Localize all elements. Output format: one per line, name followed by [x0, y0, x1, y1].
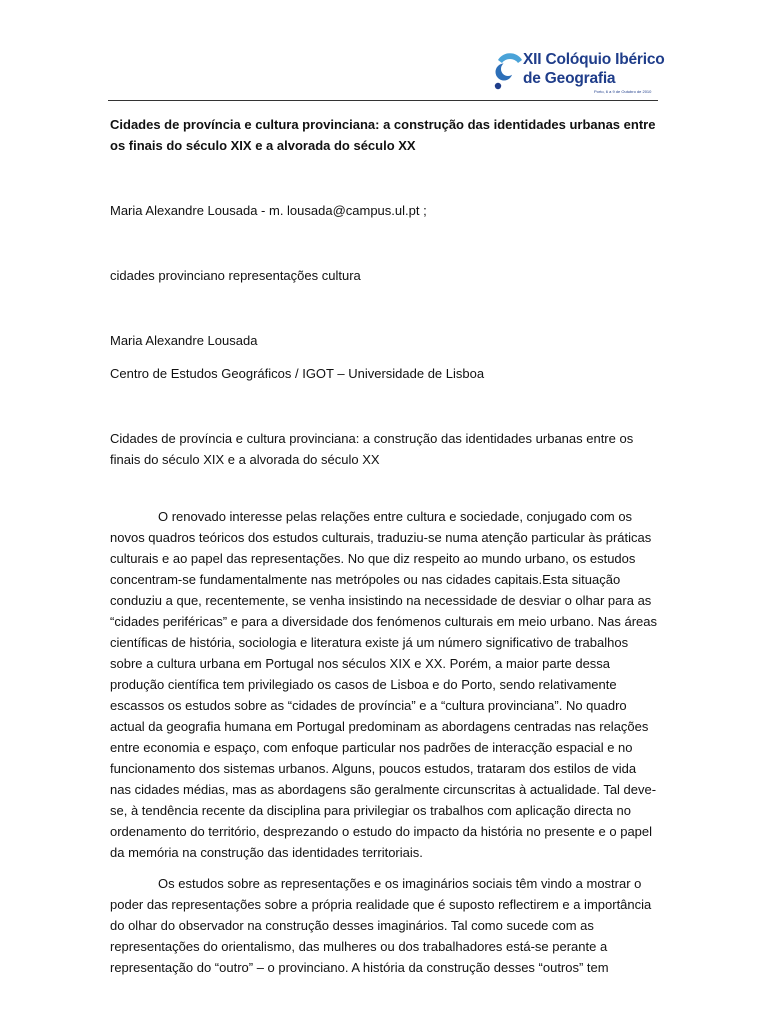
- author-email-line: Maria Alexandre Lousada - m. lousada@campus.ul.pt ;: [110, 203, 427, 218]
- keywords-line: cidades provinciano representações cultura: [110, 268, 361, 283]
- author-name: Maria Alexandre Lousada: [110, 333, 258, 348]
- document-body: [110, 114, 660, 978]
- conference-logo: [492, 50, 665, 98]
- document-title: Cidades de província e cultura provinciana: a construção das identidades urbanas entre os finais do século XIX e a alvorada do século XX: [110, 117, 656, 153]
- logo-circle-icon: [492, 52, 526, 94]
- document-title-repeat: Cidades de província e cultura provinciana: a construção das identidades urbanas entre os finais do século XIX e a alvorada do século XX: [110, 431, 634, 467]
- logo-title-line2: de Geografia: [523, 70, 616, 87]
- logo-subtitle: Porto, 6 a 9 de Outubro de 2010: [594, 89, 652, 94]
- affiliation: Centro de Estudos Geográficos / IGOT – Universidade de Lisboa: [110, 366, 485, 381]
- body-paragraph-2: Os estudos sobre as representações e os imaginários sociais têm vindo a mostrar o poder das representações sobre a própria realidade que é suposto reflectirem e a importância do olhar do observador na construção desses imaginários. Tal como sucede com as representações do orientalismo, das mulheres ou dos trabalhadores está-se perante a representação do “outro” – o provinciano. A história da construção desses “outros” tem: [110, 876, 652, 975]
- logo-title-line1: XII Colóquio Ibérico: [523, 51, 665, 68]
- body-paragraph-1: O renovado interesse pelas relações entre cultura e sociedade, conjugado com os novos quadros teóricos dos estudos culturais, traduziu-se numa atenção particular às práticas culturais e ao papel das representações. No que diz respeito ao mundo urbano, os estudos concentram-se fundamentalmente nas metrópoles ou nas cidades capitais.Esta situação conduziu a que, recentemente, se venha insistindo na necessidade de desviar o olhar para as “cidades periféricas” e para a diversidade dos fenómenos culturais em meio urbano. Nas áreas científicas de história, sociologia e literatura existe já um número significativo de trabalhos sobre a cultura urbana em Portugal nos séculos XIX e XX. Porém, a maior parte dessa produção científica tem privilegiado os casos de Lisboa e do Porto, sendo relativamente escassos os estudos sobre as “cidades de província” e a “cultura provinciana”. No quadro actual da geografia humana em Portugal predominam as abordagens centradas nas relações entre economia e espaço, com enfoque particular nos padrões de interacção espacial e no funcionamento dos sistemas urbanos. Alguns, poucos estudos, trataram dos estilos de vida nas cidades médias, mas as abordagens são geralmente circunscritas à actualidade. Tal deve-se, à tendência recente da disciplina para privilegiar os trabalhos com aplicação directa no ordenamento do território, desprezando o estudo do impacto da história no presente e o papel da memória na construção das identidades territoriais.: [110, 509, 658, 860]
- header-divider: [108, 100, 658, 101]
